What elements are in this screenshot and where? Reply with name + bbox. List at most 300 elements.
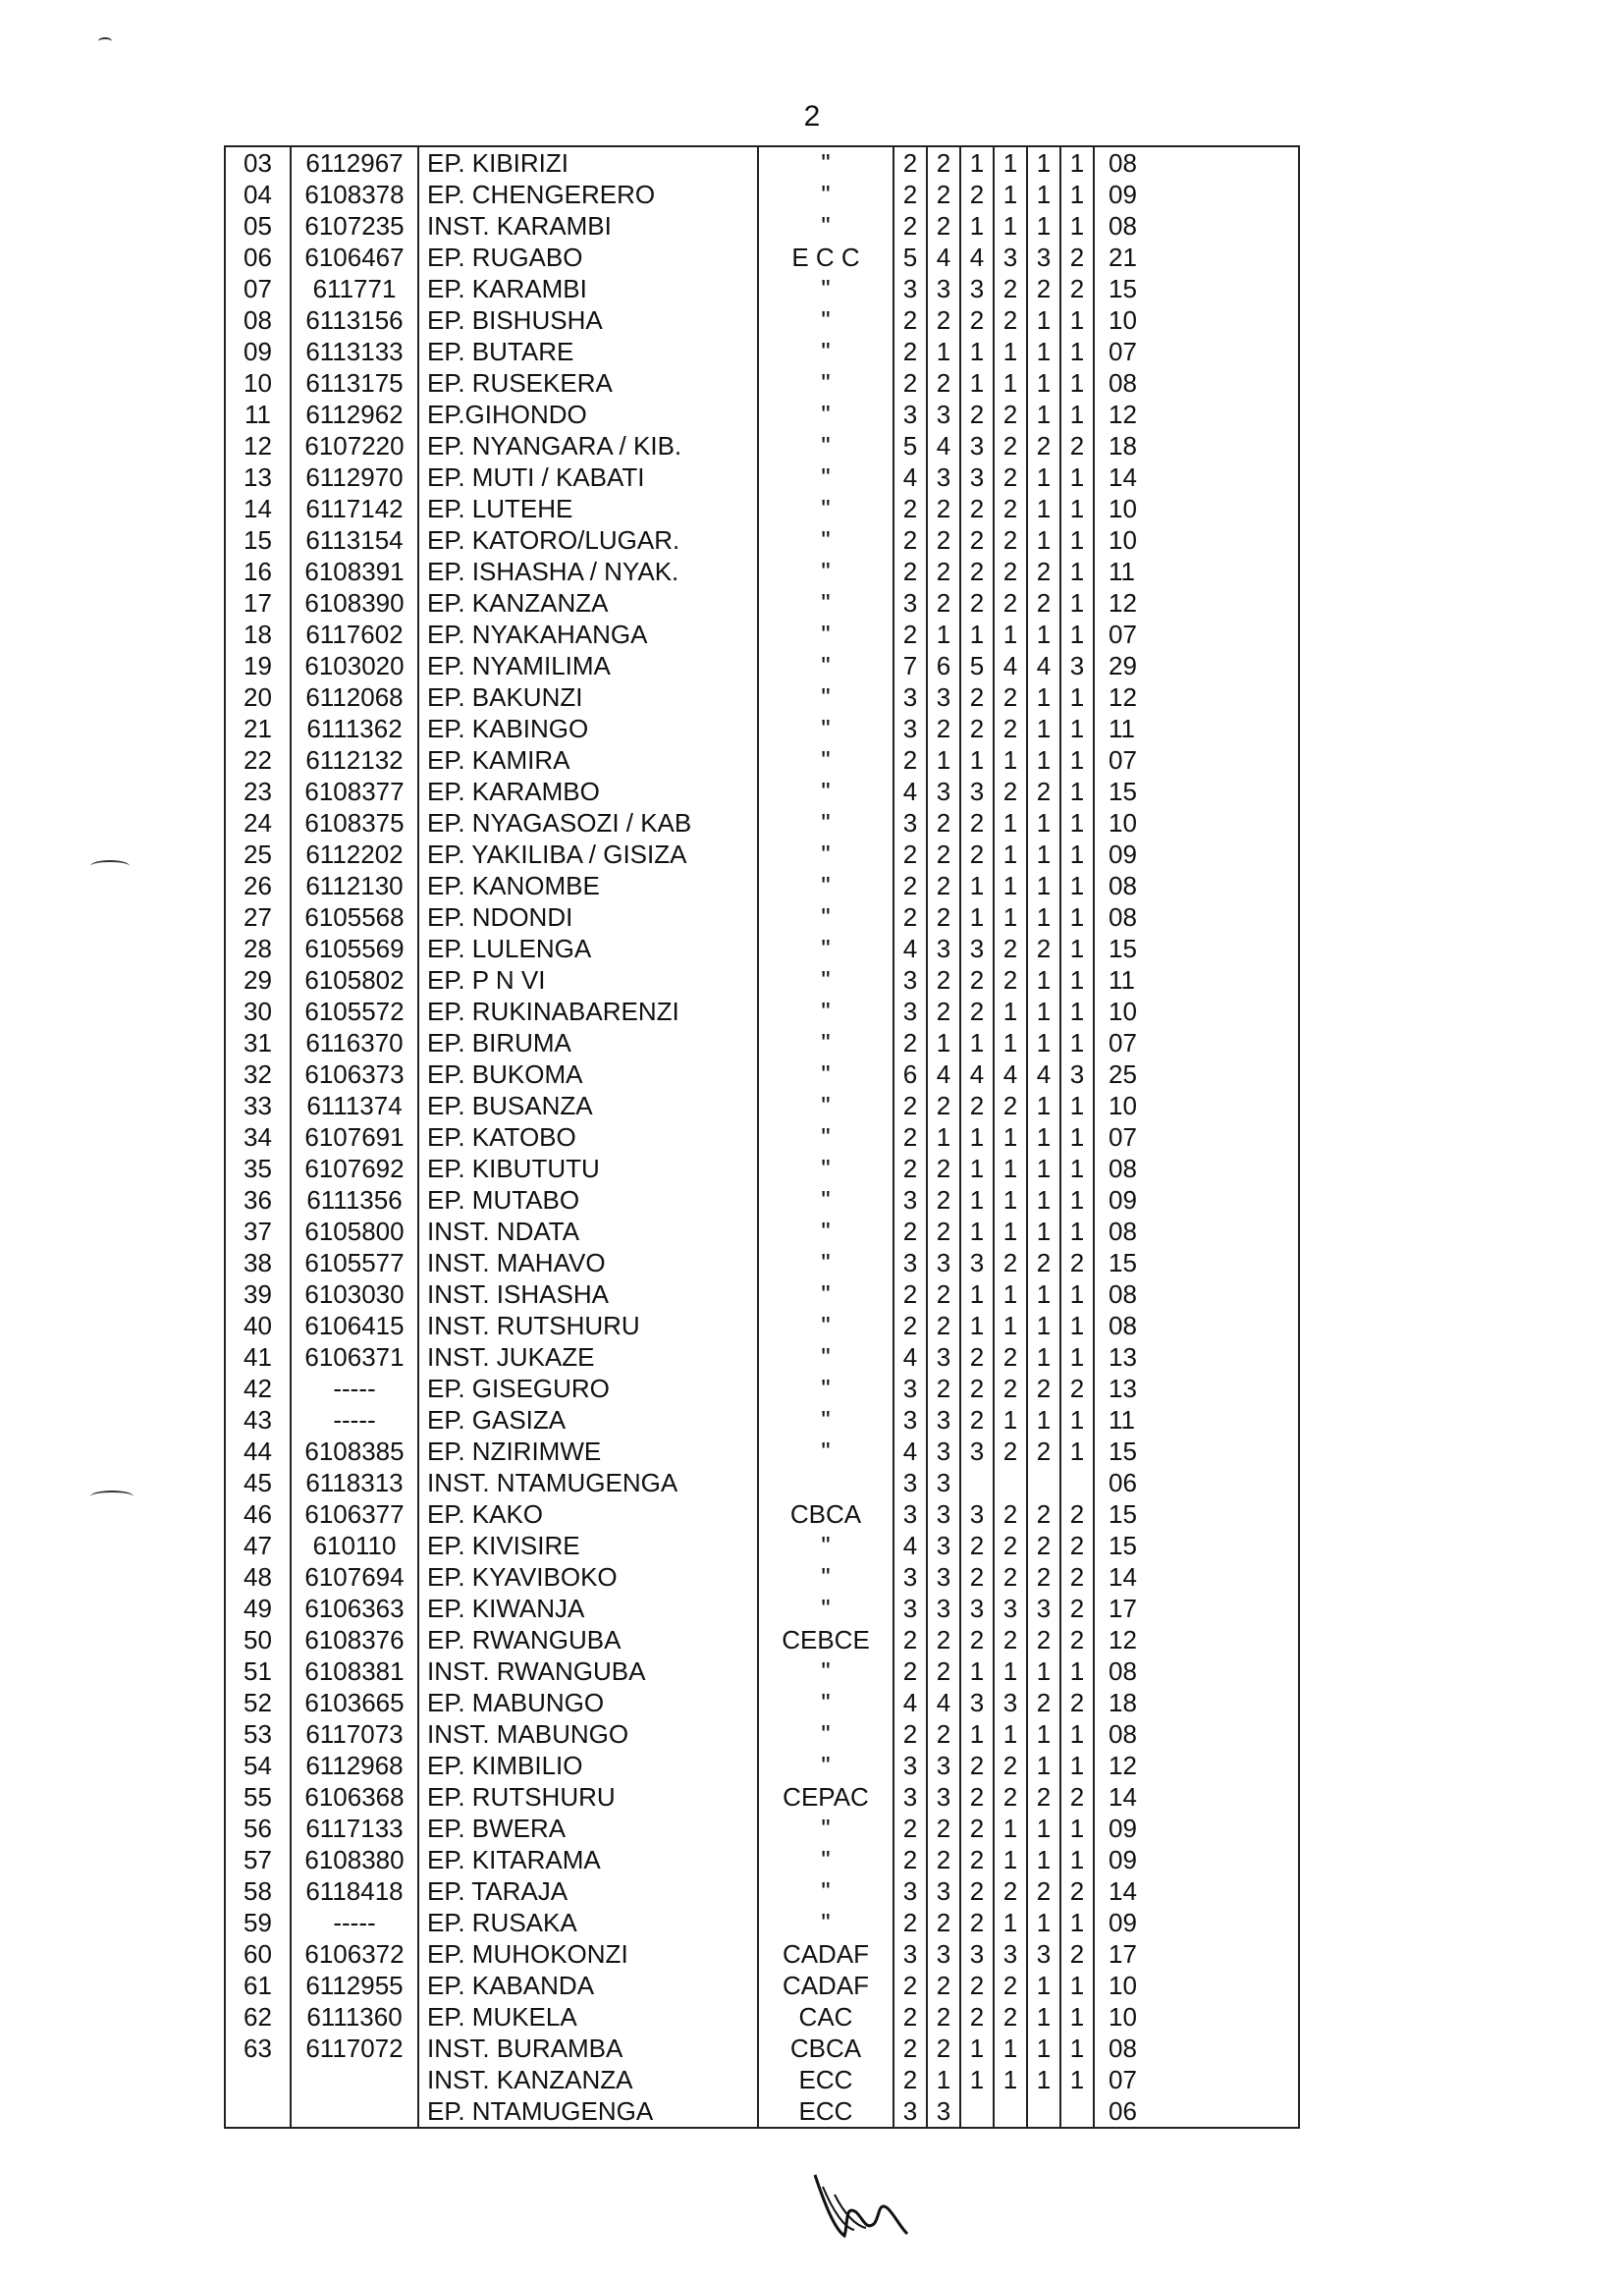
count-col-6: 1 — [1060, 996, 1094, 1027]
count-col-6: 1 — [1060, 304, 1094, 336]
row-total: 15 — [1109, 1248, 1137, 1277]
school-code: 6105577 — [291, 1247, 418, 1278]
school-code: 6117142 — [291, 493, 418, 524]
row-number: 51 — [226, 1655, 291, 1687]
count-col-6: 1 — [1060, 1907, 1094, 1938]
count-col-5: 2 — [1027, 1875, 1060, 1907]
count-col-1: 4 — [893, 461, 927, 493]
school-name: INST. NDATA — [418, 1216, 758, 1247]
count-col-6: 1 — [1060, 367, 1094, 399]
count-col-5: 2 — [1027, 1561, 1060, 1593]
count-col-6: 1 — [1060, 179, 1094, 210]
network-code: " — [758, 1153, 893, 1184]
count-col-4: 1 — [994, 744, 1027, 776]
count-col-6: 1 — [1060, 147, 1094, 179]
school-name: EP. KATOBO — [418, 1121, 758, 1153]
count-col-2: 2 — [927, 179, 960, 210]
table-row — [226, 1153, 1298, 1184]
row-total: 08 — [1109, 2034, 1137, 2063]
row-total: 15 — [1109, 934, 1137, 963]
count-col-1: 3 — [893, 1467, 927, 1498]
school-name: INST. MAHAVO — [418, 1247, 758, 1278]
count-col-3: 4 — [960, 242, 994, 273]
count-col-1: 2 — [893, 493, 927, 524]
row-total: 09 — [1109, 180, 1137, 209]
count-col-6: 1 — [1060, 1844, 1094, 1875]
count-col-6: 1 — [1060, 744, 1094, 776]
count-col-4: 1 — [994, 619, 1027, 650]
count-col-1: 3 — [893, 713, 927, 744]
network-code: " — [758, 1655, 893, 1687]
row-total: 07 — [1109, 337, 1137, 366]
count-col-6: 1 — [1060, 493, 1094, 524]
count-col-4: 1 — [994, 2033, 1027, 2064]
table-row — [226, 964, 1298, 996]
row-number: 06 — [226, 242, 291, 273]
count-col-2: 2 — [927, 996, 960, 1027]
table-row — [226, 933, 1298, 964]
row-number: 60 — [226, 1938, 291, 1970]
school-name: EP. NDONDI — [418, 901, 758, 933]
row-total: 09 — [1109, 1185, 1137, 1215]
row-number: 39 — [226, 1278, 291, 1310]
row-total: 06 — [1109, 2096, 1137, 2126]
count-col-4: 2 — [994, 1530, 1027, 1561]
network-code: " — [758, 619, 893, 650]
school-name: EP. NYAMILIMA — [418, 650, 758, 681]
school-name: EP. RUKINABARENZI — [418, 996, 758, 1027]
table-row — [226, 1027, 1298, 1058]
row-total: 08 — [1109, 1217, 1137, 1246]
count-col-4: 1 — [994, 1153, 1027, 1184]
school-code: ----- — [291, 1907, 418, 1938]
count-col-5: 1 — [1027, 2033, 1060, 2064]
count-col-5: 2 — [1027, 1687, 1060, 1718]
count-col-5: 1 — [1027, 1907, 1060, 1938]
network-code: ECC — [758, 2095, 893, 2127]
school-name: EP. KIWANJA — [418, 1593, 758, 1624]
school-name: EP. MUKELA — [418, 2001, 758, 2033]
count-col-5: 1 — [1027, 179, 1060, 210]
count-col-6: 1 — [1060, 1090, 1094, 1121]
row-number: 04 — [226, 179, 291, 210]
count-col-3: 2 — [960, 1373, 994, 1404]
count-col-6: 1 — [1060, 870, 1094, 901]
row-number: 35 — [226, 1153, 291, 1184]
count-col-5: 1 — [1027, 619, 1060, 650]
count-col-1: 3 — [893, 2095, 927, 2127]
count-col-3: 2 — [960, 1813, 994, 1844]
count-col-5: 2 — [1027, 273, 1060, 304]
count-col-1: 4 — [893, 1530, 927, 1561]
school-name: EP. P N VI — [418, 964, 758, 996]
network-code: " — [758, 1216, 893, 1247]
count-col-1: 3 — [893, 1247, 927, 1278]
count-col-5: 1 — [1027, 1278, 1060, 1310]
count-col-5: 1 — [1027, 839, 1060, 870]
count-col-1: 2 — [893, 2064, 927, 2095]
count-col-4: 1 — [994, 147, 1027, 179]
table-row — [226, 210, 1298, 242]
network-code: " — [758, 713, 893, 744]
count-col-4: 1 — [994, 901, 1027, 933]
count-col-1: 3 — [893, 1373, 927, 1404]
network-code: " — [758, 1058, 893, 1090]
count-col-2: 2 — [927, 839, 960, 870]
count-col-1: 7 — [893, 650, 927, 681]
count-col-5 — [1027, 2095, 1060, 2127]
row-total: 15 — [1109, 1531, 1137, 1560]
school-code: 6118418 — [291, 1875, 418, 1907]
table-row — [226, 304, 1298, 336]
row-number: 26 — [226, 870, 291, 901]
count-col-3: 2 — [960, 304, 994, 336]
row-total: 25 — [1109, 1059, 1137, 1089]
network-code: " — [758, 964, 893, 996]
count-col-1: 2 — [893, 1624, 927, 1655]
row-total: 10 — [1109, 494, 1137, 523]
count-col-1: 3 — [893, 681, 927, 713]
school-name: EP. NTAMUGENGA — [418, 2095, 758, 2127]
page-number: 2 — [803, 100, 821, 133]
school-code: 6113154 — [291, 524, 418, 556]
count-col-5: 1 — [1027, 2001, 1060, 2033]
count-col-1: 2 — [893, 839, 927, 870]
school-code: 6105800 — [291, 1216, 418, 1247]
school-name: EP. MABUNGO — [418, 1687, 758, 1718]
school-code: 6103665 — [291, 1687, 418, 1718]
network-code: " — [758, 901, 893, 933]
count-col-1: 2 — [893, 210, 927, 242]
count-col-5: 1 — [1027, 1813, 1060, 1844]
count-col-2: 2 — [927, 304, 960, 336]
table-row — [226, 870, 1298, 901]
school-name: INST. MABUNGO — [418, 1718, 758, 1750]
count-col-2: 2 — [927, 1907, 960, 1938]
table-row — [226, 1184, 1298, 1216]
count-col-3 — [960, 1467, 994, 1498]
count-col-4: 2 — [994, 587, 1027, 619]
count-col-2: 2 — [927, 556, 960, 587]
count-col-1: 2 — [893, 367, 927, 399]
count-col-4: 2 — [994, 1436, 1027, 1467]
row-total: 10 — [1109, 997, 1137, 1026]
count-col-6 — [1060, 1467, 1094, 1498]
count-col-2: 3 — [927, 933, 960, 964]
network-code: " — [758, 524, 893, 556]
table-row — [226, 493, 1298, 524]
school-name: INST. RWANGUBA — [418, 1655, 758, 1687]
row-number: 12 — [226, 430, 291, 461]
school-name: EP. RUTSHURU — [418, 1781, 758, 1813]
count-col-3: 2 — [960, 399, 994, 430]
row-number: 32 — [226, 1058, 291, 1090]
count-col-1: 3 — [893, 1875, 927, 1907]
count-col-2: 2 — [927, 1278, 960, 1310]
count-col-1: 2 — [893, 147, 927, 179]
row-number: 33 — [226, 1090, 291, 1121]
row-total: 12 — [1109, 1625, 1137, 1654]
count-col-6: 2 — [1060, 430, 1094, 461]
school-code: 610110 — [291, 1530, 418, 1561]
count-col-4: 4 — [994, 650, 1027, 681]
count-col-1: 2 — [893, 304, 927, 336]
count-col-5: 2 — [1027, 1530, 1060, 1561]
row-number: 23 — [226, 776, 291, 807]
count-col-6: 1 — [1060, 1278, 1094, 1310]
table-row — [226, 1090, 1298, 1121]
count-col-2: 2 — [927, 524, 960, 556]
school-code: 6103030 — [291, 1278, 418, 1310]
school-name: INST. ISHASHA — [418, 1278, 758, 1310]
count-col-4: 3 — [994, 1593, 1027, 1624]
school-code: ----- — [291, 1404, 418, 1436]
table-row — [226, 461, 1298, 493]
school-code: 6112967 — [291, 147, 418, 179]
count-col-3: 2 — [960, 1907, 994, 1938]
count-col-4: 1 — [994, 1655, 1027, 1687]
count-col-3: 5 — [960, 650, 994, 681]
table-row — [226, 1813, 1298, 1844]
count-col-1: 2 — [893, 1718, 927, 1750]
schools-table — [226, 147, 1298, 2127]
network-code: " — [758, 1687, 893, 1718]
network-code: E C C — [758, 242, 893, 273]
school-name: EP. NZIRIMWE — [418, 1436, 758, 1467]
count-col-3: 2 — [960, 179, 994, 210]
count-col-3: 3 — [960, 1938, 994, 1970]
table-row — [226, 1436, 1298, 1467]
network-code: " — [758, 336, 893, 367]
network-code: CAC — [758, 2001, 893, 2033]
count-col-3: 1 — [960, 1655, 994, 1687]
count-col-1: 3 — [893, 1404, 927, 1436]
count-col-3: 2 — [960, 1750, 994, 1781]
school-code: 6107694 — [291, 1561, 418, 1593]
count-col-5: 1 — [1027, 399, 1060, 430]
school-code: 6108380 — [291, 1844, 418, 1875]
count-col-4: 2 — [994, 524, 1027, 556]
row-total: 08 — [1109, 871, 1137, 900]
count-col-4: 2 — [994, 964, 1027, 996]
row-total: 10 — [1109, 525, 1137, 555]
row-total: 11 — [1109, 714, 1135, 743]
count-col-1: 4 — [893, 933, 927, 964]
count-col-5: 1 — [1027, 744, 1060, 776]
row-total: 18 — [1109, 1688, 1137, 1717]
school-name: EP. KANOMBE — [418, 870, 758, 901]
school-code: 6106368 — [291, 1781, 418, 1813]
count-col-1: 2 — [893, 1813, 927, 1844]
count-col-4 — [994, 2095, 1027, 2127]
row-number: 18 — [226, 619, 291, 650]
count-col-2: 2 — [927, 1718, 960, 1750]
row-number: 11 — [226, 399, 291, 430]
table-row — [226, 336, 1298, 367]
network-code: CADAF — [758, 1938, 893, 1970]
count-col-5: 1 — [1027, 524, 1060, 556]
count-col-6: 2 — [1060, 1875, 1094, 1907]
count-col-4: 2 — [994, 1561, 1027, 1593]
count-col-4: 2 — [994, 493, 1027, 524]
count-col-4: 1 — [994, 870, 1027, 901]
school-code: 6107220 — [291, 430, 418, 461]
count-col-3: 2 — [960, 713, 994, 744]
row-total: 29 — [1109, 651, 1137, 680]
row-total: 12 — [1109, 588, 1137, 618]
school-code: 6113156 — [291, 304, 418, 336]
school-code: 6106415 — [291, 1310, 418, 1341]
network-code: " — [758, 1561, 893, 1593]
row-number: 42 — [226, 1373, 291, 1404]
count-col-6: 1 — [1060, 713, 1094, 744]
school-name: EP. KAMIRA — [418, 744, 758, 776]
network-code: " — [758, 996, 893, 1027]
school-code: 6106373 — [291, 1058, 418, 1090]
count-col-5: 1 — [1027, 964, 1060, 996]
count-col-2: 1 — [927, 1121, 960, 1153]
school-name: EP. KANZANZA — [418, 587, 758, 619]
count-col-3: 2 — [960, 1090, 994, 1121]
row-number: 14 — [226, 493, 291, 524]
count-col-6: 1 — [1060, 2033, 1094, 2064]
school-name: INST. KANZANZA — [418, 2064, 758, 2095]
table-row — [226, 776, 1298, 807]
row-total: 14 — [1109, 462, 1137, 492]
count-col-5: 2 — [1027, 430, 1060, 461]
school-code: 6112962 — [291, 399, 418, 430]
row-total: 11 — [1109, 965, 1135, 995]
network-code: " — [758, 1121, 893, 1153]
table-row — [226, 807, 1298, 839]
table-row — [226, 650, 1298, 681]
count-col-4: 2 — [994, 1875, 1027, 1907]
count-col-1: 2 — [893, 1310, 927, 1341]
row-total: 08 — [1109, 1154, 1137, 1183]
school-code: 6118313 — [291, 1467, 418, 1498]
count-col-6: 2 — [1060, 1781, 1094, 1813]
count-col-3: 2 — [960, 1404, 994, 1436]
count-col-1: 5 — [893, 430, 927, 461]
count-col-1: 2 — [893, 1121, 927, 1153]
network-code: " — [758, 744, 893, 776]
count-col-3: 1 — [960, 870, 994, 901]
count-col-3: 2 — [960, 1844, 994, 1875]
count-col-4: 1 — [994, 1278, 1027, 1310]
table-row — [226, 1278, 1298, 1310]
school-name: EP. RWANGUBA — [418, 1624, 758, 1655]
row-total: 10 — [1109, 2002, 1137, 2032]
network-code: " — [758, 1718, 893, 1750]
network-code: " — [758, 1875, 893, 1907]
count-col-2: 2 — [927, 147, 960, 179]
table-row — [226, 1058, 1298, 1090]
school-code: 6113175 — [291, 367, 418, 399]
row-total: 07 — [1109, 745, 1137, 775]
count-col-1: 2 — [893, 2001, 927, 2033]
count-col-2: 2 — [927, 587, 960, 619]
school-code — [291, 2095, 418, 2127]
school-code: 6108381 — [291, 1655, 418, 1687]
count-col-6: 2 — [1060, 273, 1094, 304]
network-code: " — [758, 273, 893, 304]
school-code: 6112068 — [291, 681, 418, 713]
network-code: " — [758, 870, 893, 901]
count-col-6: 1 — [1060, 587, 1094, 619]
count-col-1: 4 — [893, 1341, 927, 1373]
school-code: 6112202 — [291, 839, 418, 870]
count-col-1: 3 — [893, 1498, 927, 1530]
count-col-1: 3 — [893, 1938, 927, 1970]
count-col-5: 1 — [1027, 681, 1060, 713]
count-col-6: 1 — [1060, 2064, 1094, 2095]
count-col-4: 2 — [994, 1247, 1027, 1278]
count-col-5: 1 — [1027, 807, 1060, 839]
count-col-5: 4 — [1027, 1058, 1060, 1090]
school-code: 6105568 — [291, 901, 418, 933]
school-name: EP. BUTARE — [418, 336, 758, 367]
table-row — [226, 2001, 1298, 2033]
count-col-2: 1 — [927, 1027, 960, 1058]
network-code: " — [758, 1907, 893, 1938]
count-col-5: 1 — [1027, 996, 1060, 1027]
network-code: " — [758, 1373, 893, 1404]
school-name: EP. KIBUTUTU — [418, 1153, 758, 1184]
count-col-1: 2 — [893, 1278, 927, 1310]
table-row — [226, 1875, 1298, 1907]
count-col-4: 2 — [994, 273, 1027, 304]
count-col-4: 3 — [994, 1687, 1027, 1718]
network-code: " — [758, 1750, 893, 1781]
row-total: 14 — [1109, 1562, 1137, 1592]
count-col-2: 3 — [927, 1341, 960, 1373]
row-total: 07 — [1109, 2065, 1137, 2094]
school-name: INST. JUKAZE — [418, 1341, 758, 1373]
count-col-4: 4 — [994, 1058, 1027, 1090]
count-col-1: 2 — [893, 1216, 927, 1247]
school-code: 6106371 — [291, 1341, 418, 1373]
count-col-2: 3 — [927, 1561, 960, 1593]
count-col-2: 2 — [927, 210, 960, 242]
table-row — [226, 996, 1298, 1027]
count-col-2: 2 — [927, 1813, 960, 1844]
school-code: 6106467 — [291, 242, 418, 273]
school-name: EP. ISHASHA / NYAK. — [418, 556, 758, 587]
count-col-2: 2 — [927, 901, 960, 933]
school-code: 6108385 — [291, 1436, 418, 1467]
school-code: 6106377 — [291, 1498, 418, 1530]
school-code: 6105569 — [291, 933, 418, 964]
row-total: 06 — [1109, 1468, 1137, 1497]
count-col-6: 1 — [1060, 524, 1094, 556]
school-name: EP. KARAMBO — [418, 776, 758, 807]
table-row — [226, 556, 1298, 587]
count-col-6: 1 — [1060, 461, 1094, 493]
count-col-5: 1 — [1027, 2064, 1060, 2095]
row-number: 17 — [226, 587, 291, 619]
school-name: INST. RUTSHURU — [418, 1310, 758, 1341]
table-row — [226, 1310, 1298, 1341]
count-col-2: 1 — [927, 336, 960, 367]
row-number: 16 — [226, 556, 291, 587]
row-number: 05 — [226, 210, 291, 242]
school-code: 6111362 — [291, 713, 418, 744]
count-col-4: 1 — [994, 1027, 1027, 1058]
count-col-2: 4 — [927, 242, 960, 273]
count-col-6: 1 — [1060, 619, 1094, 650]
row-total: 13 — [1109, 1374, 1137, 1403]
table-row — [226, 1655, 1298, 1687]
